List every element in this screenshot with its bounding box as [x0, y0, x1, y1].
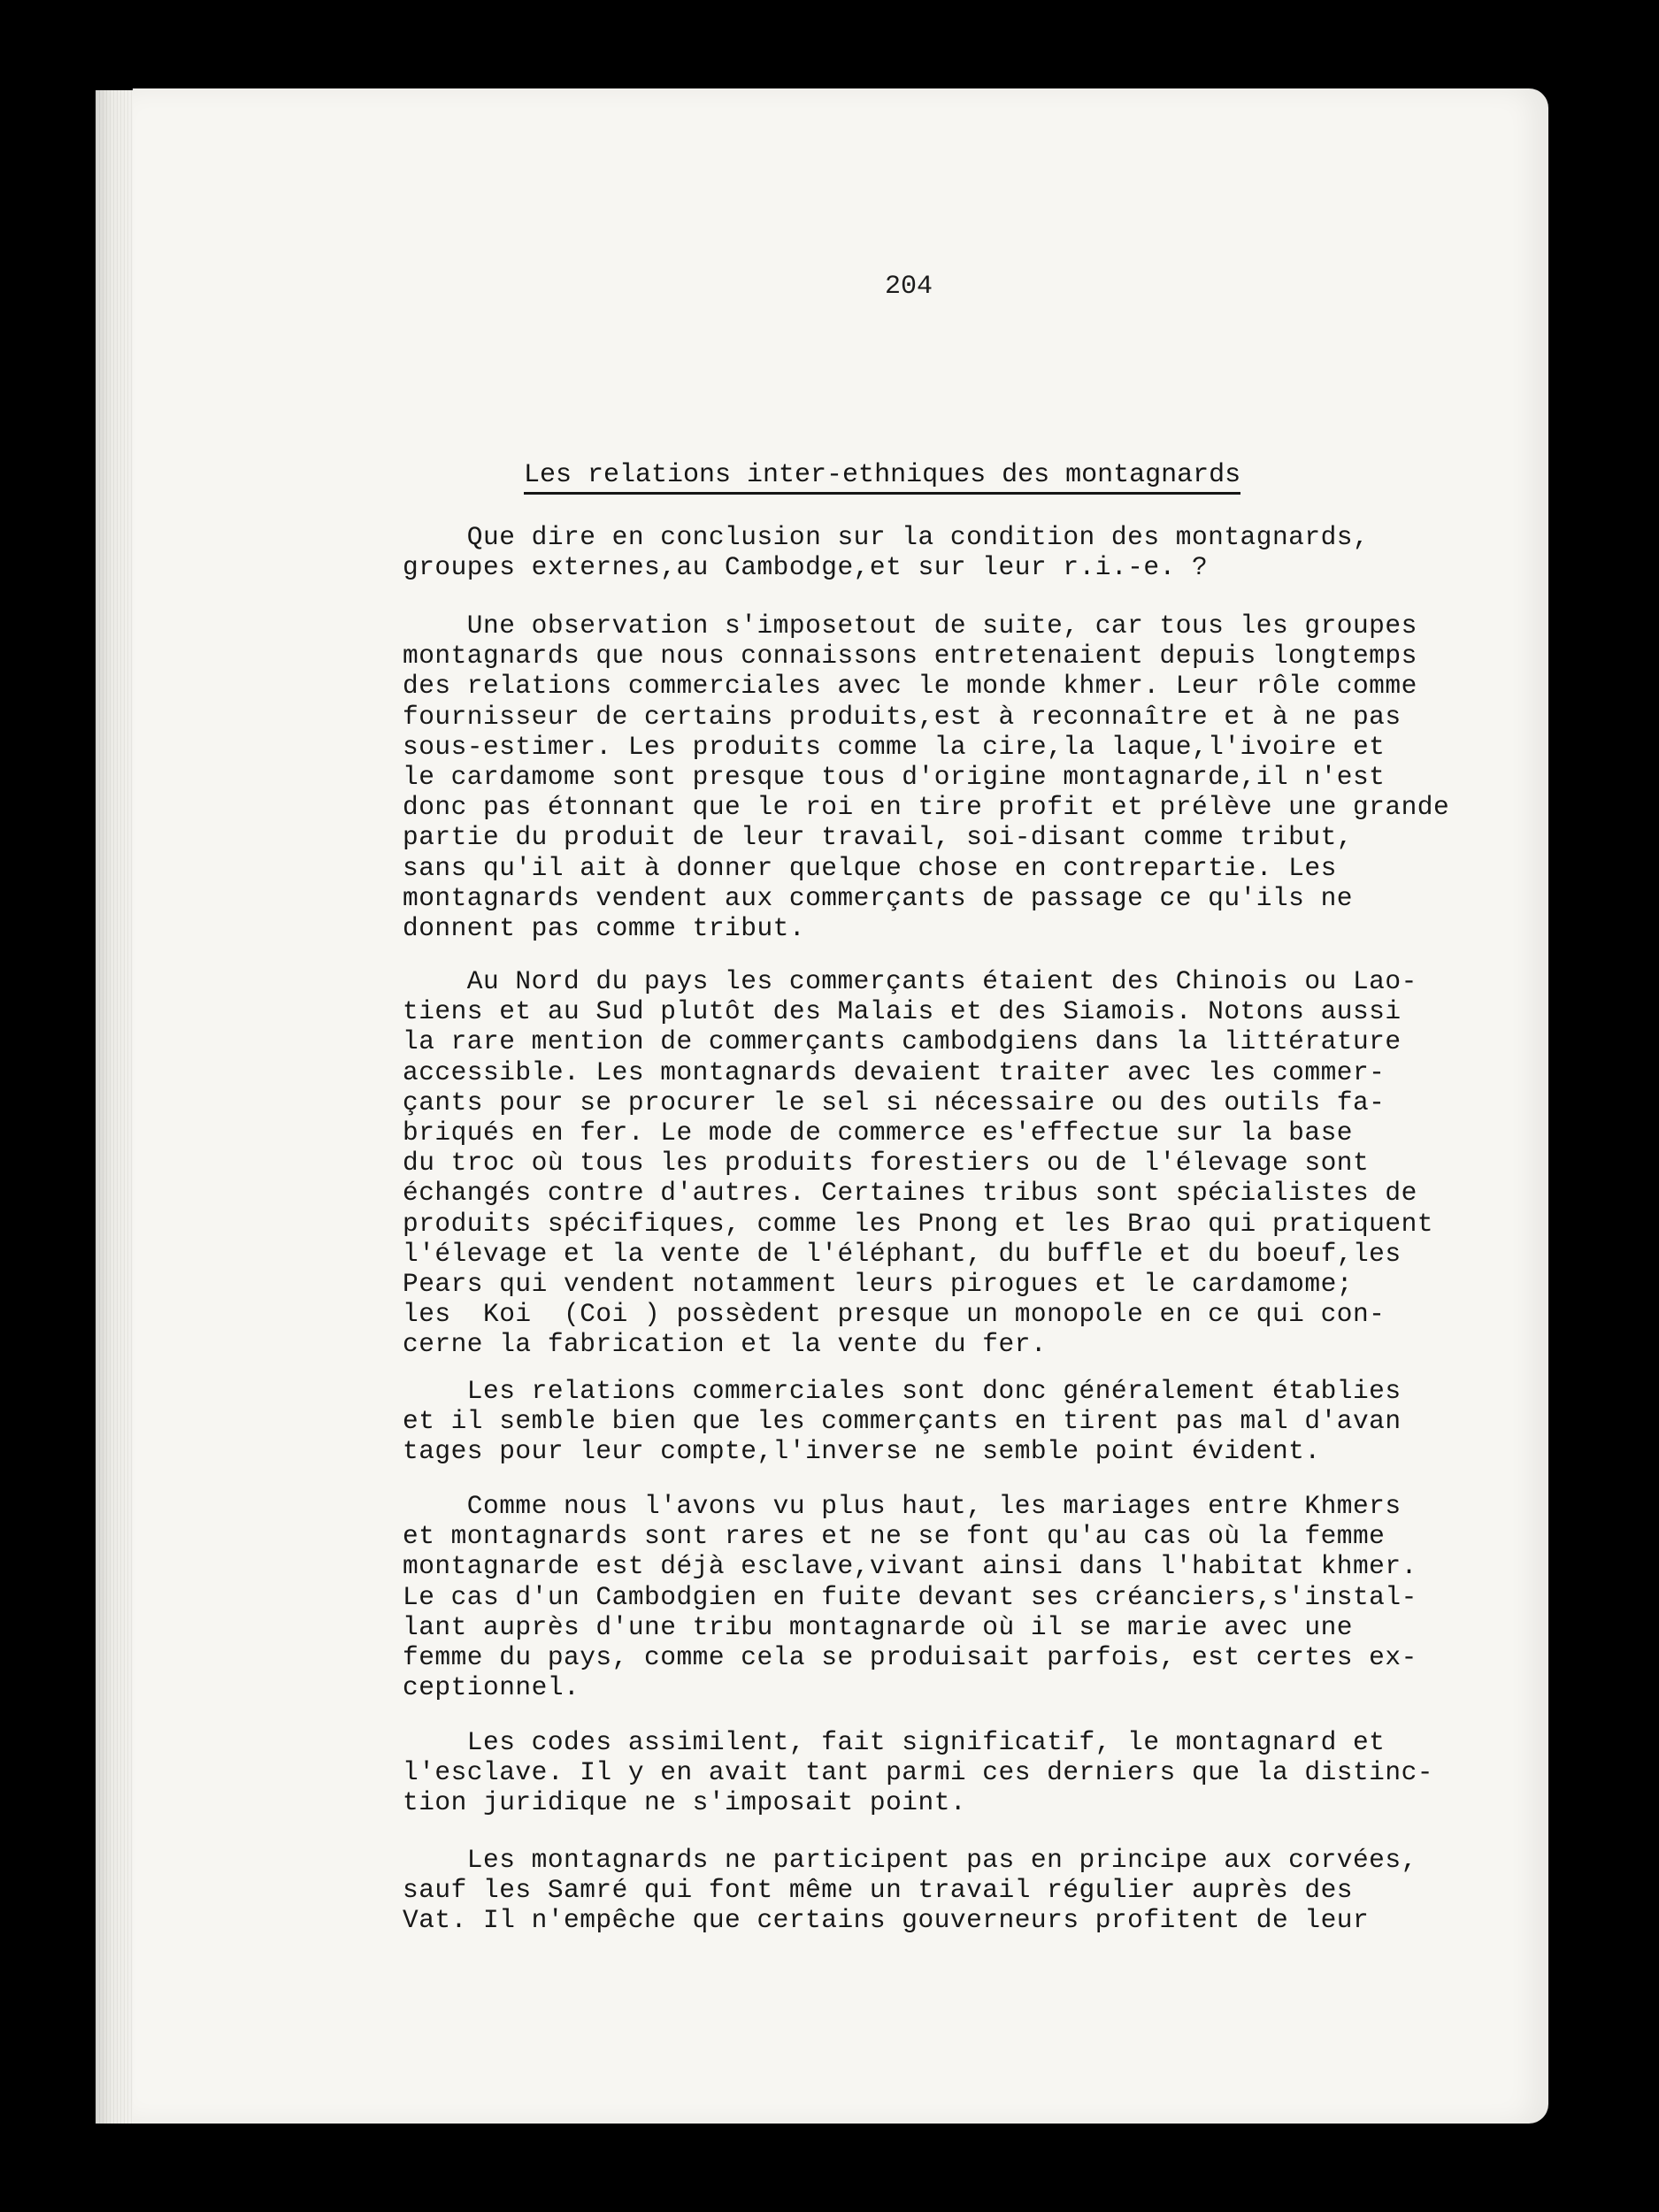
page-number: 204 [885, 272, 933, 302]
text-line: groupes externes,au Cambodge,et sur leur r.i.-e. ? [403, 552, 1209, 583]
text-line: Que dire en conclusion sur la condition des montagnards, [403, 522, 1370, 552]
text-line: sous-estimer. Les produits comme la cire,la laque,l'ivoire et [403, 731, 1386, 762]
text-line: Les montagnards ne participent pas en principe aux corvées, [403, 1845, 1417, 1875]
text-line: tages pour leur compte,l'inverse ne semble point évident. [403, 1436, 1321, 1467]
text-line: des relations commerciales avec le monde khmer. Leur rôle comme [403, 671, 1417, 702]
paragraph-4 [403, 1376, 1402, 1467]
text-line: donnent pas comme tribut. [403, 913, 806, 944]
text-line: ceptionnel. [403, 1672, 580, 1703]
text-line: femme du pays, comme cela se produisait parfois, est certes ex- [403, 1642, 1417, 1673]
text-line: échangés contre d'autres. Certaines tribus sont spécialistes de [403, 1178, 1417, 1209]
text-line: lant auprès d'une tribu montagnarde où il se marie avec une [403, 1611, 1353, 1642]
text-line: sans qu'il ait à donner quelque chose en contrepartie. Les [403, 852, 1337, 883]
paragraph-3 [403, 966, 1433, 1360]
text-line: montagnards vendent aux commerçants de passage ce qu'ils ne [403, 882, 1353, 913]
text-line: accessible. Les montagnards devaient traiter avec les commer- [403, 1056, 1386, 1087]
text-line: partie du produit de leur travail, soi-disant comme tribut, [403, 822, 1353, 853]
text-line: tiens et au Sud plutôt des Malais et des Siamois. Notons aussi [403, 996, 1402, 1027]
text-line: montagnarde est déjà esclave,vivant ainsi dans l'habitat khmer. [403, 1551, 1417, 1582]
text-line: fournisseur de certains produits,est à reconnaître et à ne pas [403, 701, 1402, 732]
page-stack-edge [96, 90, 137, 2124]
text-line: montagnards que nous connaissons entretenaient depuis longtemps [403, 641, 1417, 672]
text-line: çants pour se procurer le sel si nécessaire ou des outils fa- [403, 1087, 1386, 1118]
text-line: Pears qui vendent notamment leurs pirogues et le cardamome; [403, 1269, 1353, 1300]
text-line: l'esclave. Il y en avait tant parmi ces derniers que la distinc- [403, 1757, 1433, 1788]
text-line: et il semble bien que les commerçants en tirent pas mal d'avan [403, 1406, 1402, 1437]
text-line: Une observation s'imposetout de suite, car tous les groupes [403, 611, 1417, 641]
text-line: Vat. Il n'empêche que certains gouverneurs profitent de leur [403, 1905, 1370, 1936]
text-line: donc pas étonnant que le roi en tire profit et prélève une grande [403, 792, 1450, 823]
text-line: Les codes assimilent, fait significatif, le montagnard et [403, 1727, 1386, 1757]
text-line: les Koi (Coi ) possèdent presque un monopole en ce qui con- [403, 1299, 1386, 1330]
text-line: l'élevage et la vente de l'éléphant, du buffle et du boeuf,les [403, 1238, 1402, 1269]
text-line: briqués en fer. Le mode de commerce es'effectue sur la base [403, 1118, 1353, 1148]
text-line: la rare mention de commerçants cambodgiens dans la littérature [403, 1026, 1402, 1057]
paragraph-6 [403, 1727, 1433, 1818]
paragraph-7 [403, 1845, 1417, 1936]
paragraph-5 [403, 1491, 1417, 1702]
text-line: sauf les Samré qui font même un travail régulier auprès des [403, 1875, 1353, 1906]
text-line: du troc où tous les produits forestiers ou de l'élevage sont [403, 1148, 1370, 1179]
text-line: tion juridique ne s'imposait point. [403, 1787, 967, 1818]
text-line: et montagnards sont rares et ne se font qu'au cas où la femme [403, 1521, 1386, 1552]
section-heading: Les relations inter-ethniques des montagnards [524, 460, 1240, 495]
text-line: Les relations commerciales sont donc généralement établies [403, 1376, 1402, 1406]
text-line: cerne la fabrication et la vente du fer. [403, 1329, 1048, 1360]
text-line: Comme nous l'avons vu plus haut, les mariages entre Khmers [403, 1491, 1402, 1521]
text-line: Le cas d'un Cambodgien en fuite devant ses créanciers,s'instal- [403, 1581, 1417, 1612]
paragraph-1 [403, 522, 1369, 582]
text-line: le cardamome sont presque tous d'origine montagnarde,il n'est [403, 762, 1386, 793]
paragraph-2 [403, 611, 1449, 943]
text-line: Au Nord du pays les commerçants étaient des Chinois ou Lao- [403, 966, 1417, 996]
text-line: produits spécifiques, comme les Pnong et les Brao qui pratiquent [403, 1208, 1433, 1239]
